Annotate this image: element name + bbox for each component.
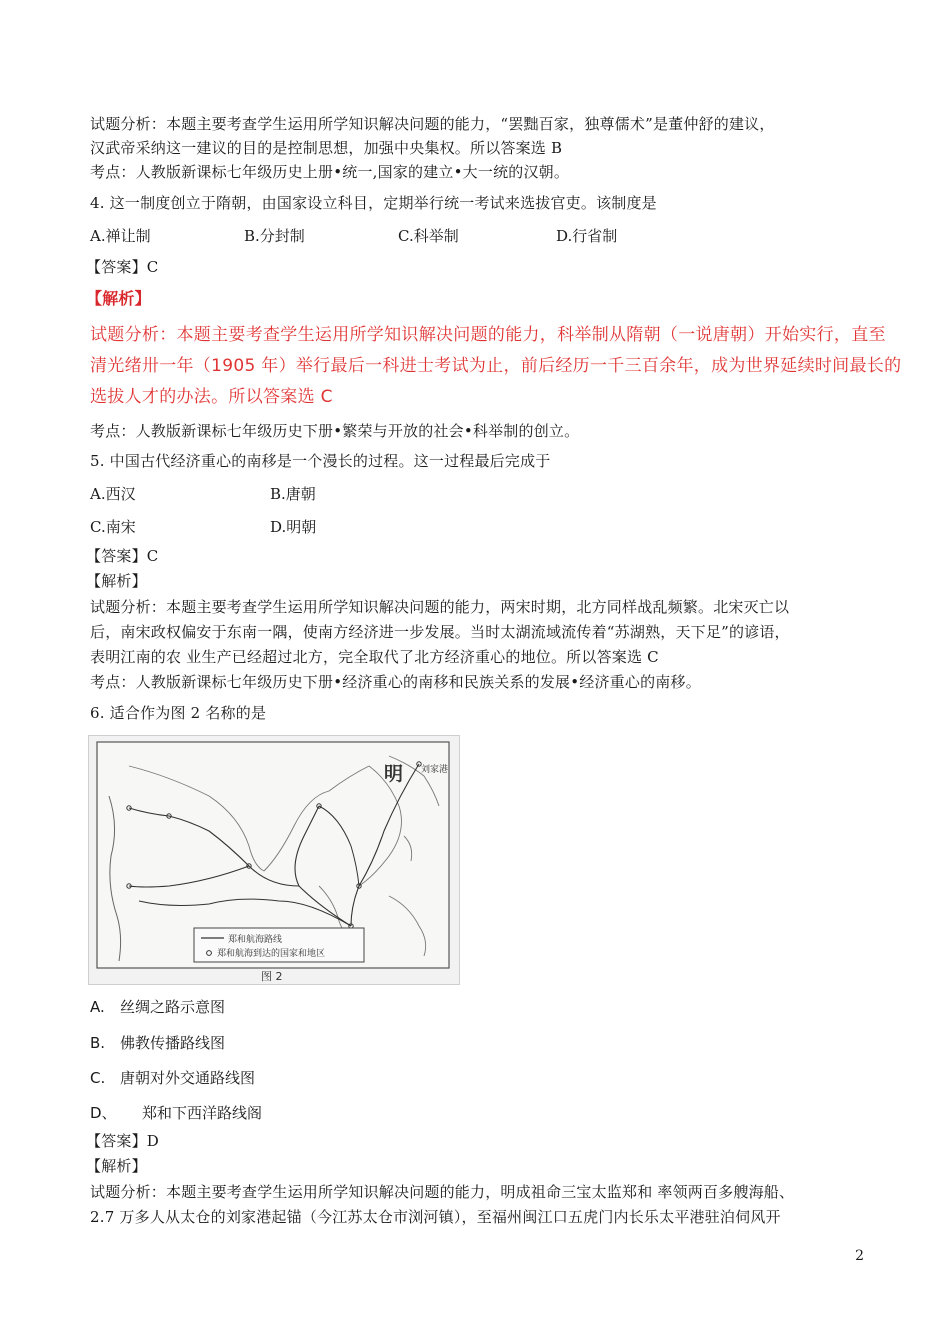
q5-option-d: D.明朝 [270, 518, 317, 536]
q4-analysis-line3: 选拔人才的办法。所以答案选 C [90, 387, 333, 407]
q4-analysis-line2: 清光绪卅一年（1905 年）举行最后一科进士考试为止，前后经历一千三百余年，成为世界延续时间最长的 [90, 356, 902, 376]
q4-option-d: D.行省制 [556, 227, 618, 245]
q3-kaodian: 考点：人教版新课标七年级历史上册•统一,国家的建立•大一统的汉朝。 [90, 163, 570, 181]
zhenghe-voyage-map [88, 735, 460, 985]
q6-answer: 【答案】D [86, 1132, 160, 1150]
q5-option-a: A.西汉 [90, 485, 136, 503]
legend-route-label: 郑和航海路线 [228, 935, 283, 945]
q6-stem: 6. 适合作为图 2 名称的是 [90, 704, 267, 722]
q5-analysis-line1: 试题分析：本题主要考查学生运用所学知识解决问题的能力，两宋时期，北方同样战乱频繁。北宋灭亡以 [90, 598, 790, 616]
q6-option-b-text: 佛教传播路线图 [120, 1034, 226, 1052]
q5-answer: 【答案】C [86, 547, 159, 565]
q6-analysis-line2: 2.7 万多人从太仓的刘家港起锚（今江苏太仓市浏河镇），至福州闽江口五虎门内长乐太平港驻泊伺风开 [90, 1208, 781, 1226]
q4-answer: 【答案】C [86, 258, 159, 276]
q5-analysis-line2: 后，南宋政权偏安于东南一隅，使南方经济进一步发展。当时太湖流域流传着“苏湖熟，天下足”的谚语， [90, 623, 790, 641]
q6-option-c-letter: C. [90, 1069, 106, 1087]
q5-analysis-line3: 表明江南的农 业生产已经超过北方，完全取代了北方经济重心的地位。所以答案选 C [90, 648, 659, 666]
q6-option-c-text: 唐朝对外交通路线图 [120, 1069, 256, 1087]
q6-option-b-letter: B. [90, 1034, 106, 1052]
q3-analysis-line2: 汉武帝采纳这一建议的目的是控制思想，加强中央集权。所以答案选 B [90, 139, 563, 157]
q5-option-c: C.南宋 [90, 518, 136, 536]
q6-option-a-text: 丝绸之路示意图 [120, 998, 226, 1016]
q6-option-a-letter: A. [90, 998, 105, 1016]
q6-option-d-letter: D、 [90, 1104, 117, 1122]
map-graphic [89, 736, 459, 984]
q5-option-b: B.唐朝 [270, 485, 316, 503]
map-label-ming: 明 [384, 763, 404, 785]
map-caption: 图 2 [261, 970, 283, 983]
q4-analysis-line1: 试题分析：本题主要考查学生运用所学知识解决问题的能力，科举制从隋朝（一说唐朝）开始实行，直至 [90, 325, 886, 345]
page-number: 2 [855, 1248, 864, 1264]
q4-jiexi-heading: 【解析】 [86, 289, 151, 308]
map-label-liujiagang: 刘家港 [421, 765, 449, 775]
q4-option-c: C.科举制 [398, 227, 459, 245]
legend-places-label: 郑和航海到达的国家和地区 [217, 949, 326, 959]
q5-stem: 5. 中国古代经济重心的南移是一个漫长的过程。这一过程最后完成于 [90, 452, 551, 470]
q5-jiexi-heading: 【解析】 [86, 572, 147, 590]
q4-option-b: B.分封制 [244, 227, 305, 245]
q5-kaodian: 考点：人教版新课标七年级历史下册•经济重心的南移和民族关系的发展•经济重心的南移。 [90, 673, 701, 691]
q6-analysis-line1: 试题分析：本题主要考查学生运用所学知识解决问题的能力，明成祖命三宝太监郑和 率领两百多艘海船、 [90, 1183, 795, 1201]
q3-analysis-line1: 试题分析：本题主要考查学生运用所学知识解决问题的能力，“罢黜百家，独尊儒术”是董仲舒的建议， [90, 115, 775, 133]
q6-option-d-text: 郑和下西洋路线阁 [142, 1104, 263, 1122]
q6-jiexi-heading: 【解析】 [86, 1157, 147, 1175]
q4-option-a: A.禅让制 [90, 227, 151, 245]
q4-kaodian: 考点：人教版新课标七年级历史下册•繁荣与开放的社会•科举制的创立。 [90, 422, 580, 440]
q4-stem: 4. 这一制度创立于隋朝，由国家设立科目，定期举行统一考试来选拔官吏。该制度是 [90, 194, 657, 212]
